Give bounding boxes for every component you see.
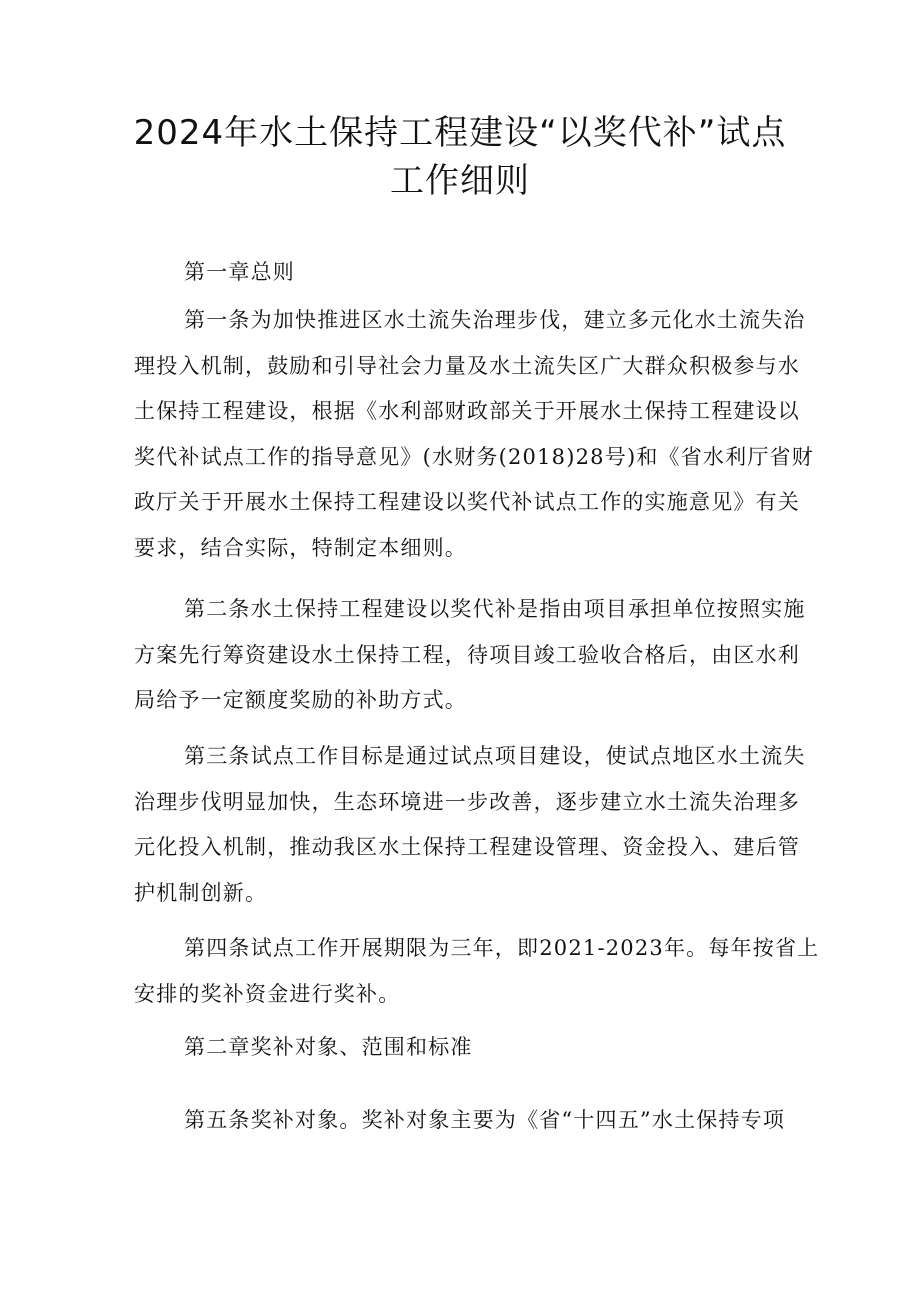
article-1-line: 要求，结合实际，特制定本细则。: [134, 535, 467, 560]
article-1: [134, 298, 814, 571]
article-1-line: 奖代补试点工作的指导意见》(水财务(2018)28号)和《省水利厅省财: [134, 444, 814, 469]
article-5-line: 第五条奖补对象。奖补对象主要为《省“十四五”水土保持专项: [184, 1108, 786, 1132]
article-2-line: 局给予一定额度奖励的补助方式。: [134, 688, 467, 712]
article-1-line: 第一条为加快推进区水土流失治理步伐，建立多元化水土流失治: [184, 308, 806, 332]
article-1-line: 政厅关于开展水土保持工程建设以奖代补试点工作的实施意见》有关: [134, 490, 800, 514]
article-3: [134, 734, 806, 916]
document-title-line-1: 2024年水土保持工程建设“以奖代补”试点: [133, 113, 787, 153]
article-4: [134, 926, 820, 1017]
chapter-heading-2: 第二章奖补对象、范围和标准: [184, 1035, 473, 1059]
chapter-heading-1: 第一章总则: [184, 260, 295, 284]
article-3-line: 护机制创新。: [134, 880, 268, 905]
article-2-line: 第二条水土保持工程建设以奖代补是指由项目承担单位按照实施: [184, 597, 806, 621]
article-2-line: 方案先行筹资建设水土保持工程，待项目竣工验收合格后，由区水利: [134, 642, 800, 667]
article-4-line: 安排的奖补资金进行奖补。: [134, 981, 401, 1006]
article-4-line: 第四条试点工作开展期限为三年，即2021-2023年。每年按省上: [184, 936, 820, 960]
article-1-line: 土保持工程建设，根据《水利部财政部关于开展水土保持工程建设以: [134, 399, 800, 423]
article-3-line: 治理步伐明显加快，生态环境进一步改善，逐步建立水土流失治理多: [134, 789, 800, 814]
article-5: [134, 1098, 794, 1144]
article-3-line: 第三条试点工作目标是通过试点项目建设，使试点地区水土流失: [184, 744, 806, 768]
article-2: [134, 587, 806, 724]
article-1-line: 理投入机制，鼓励和引导社会力量及水土流失区广大群众积极参与水: [134, 353, 800, 378]
document-title-line-2: 工作细则: [390, 161, 530, 201]
article-3-line: 元化投入机制，推动我区水土保持工程建设管理、资金投入、建后管: [134, 835, 800, 859]
